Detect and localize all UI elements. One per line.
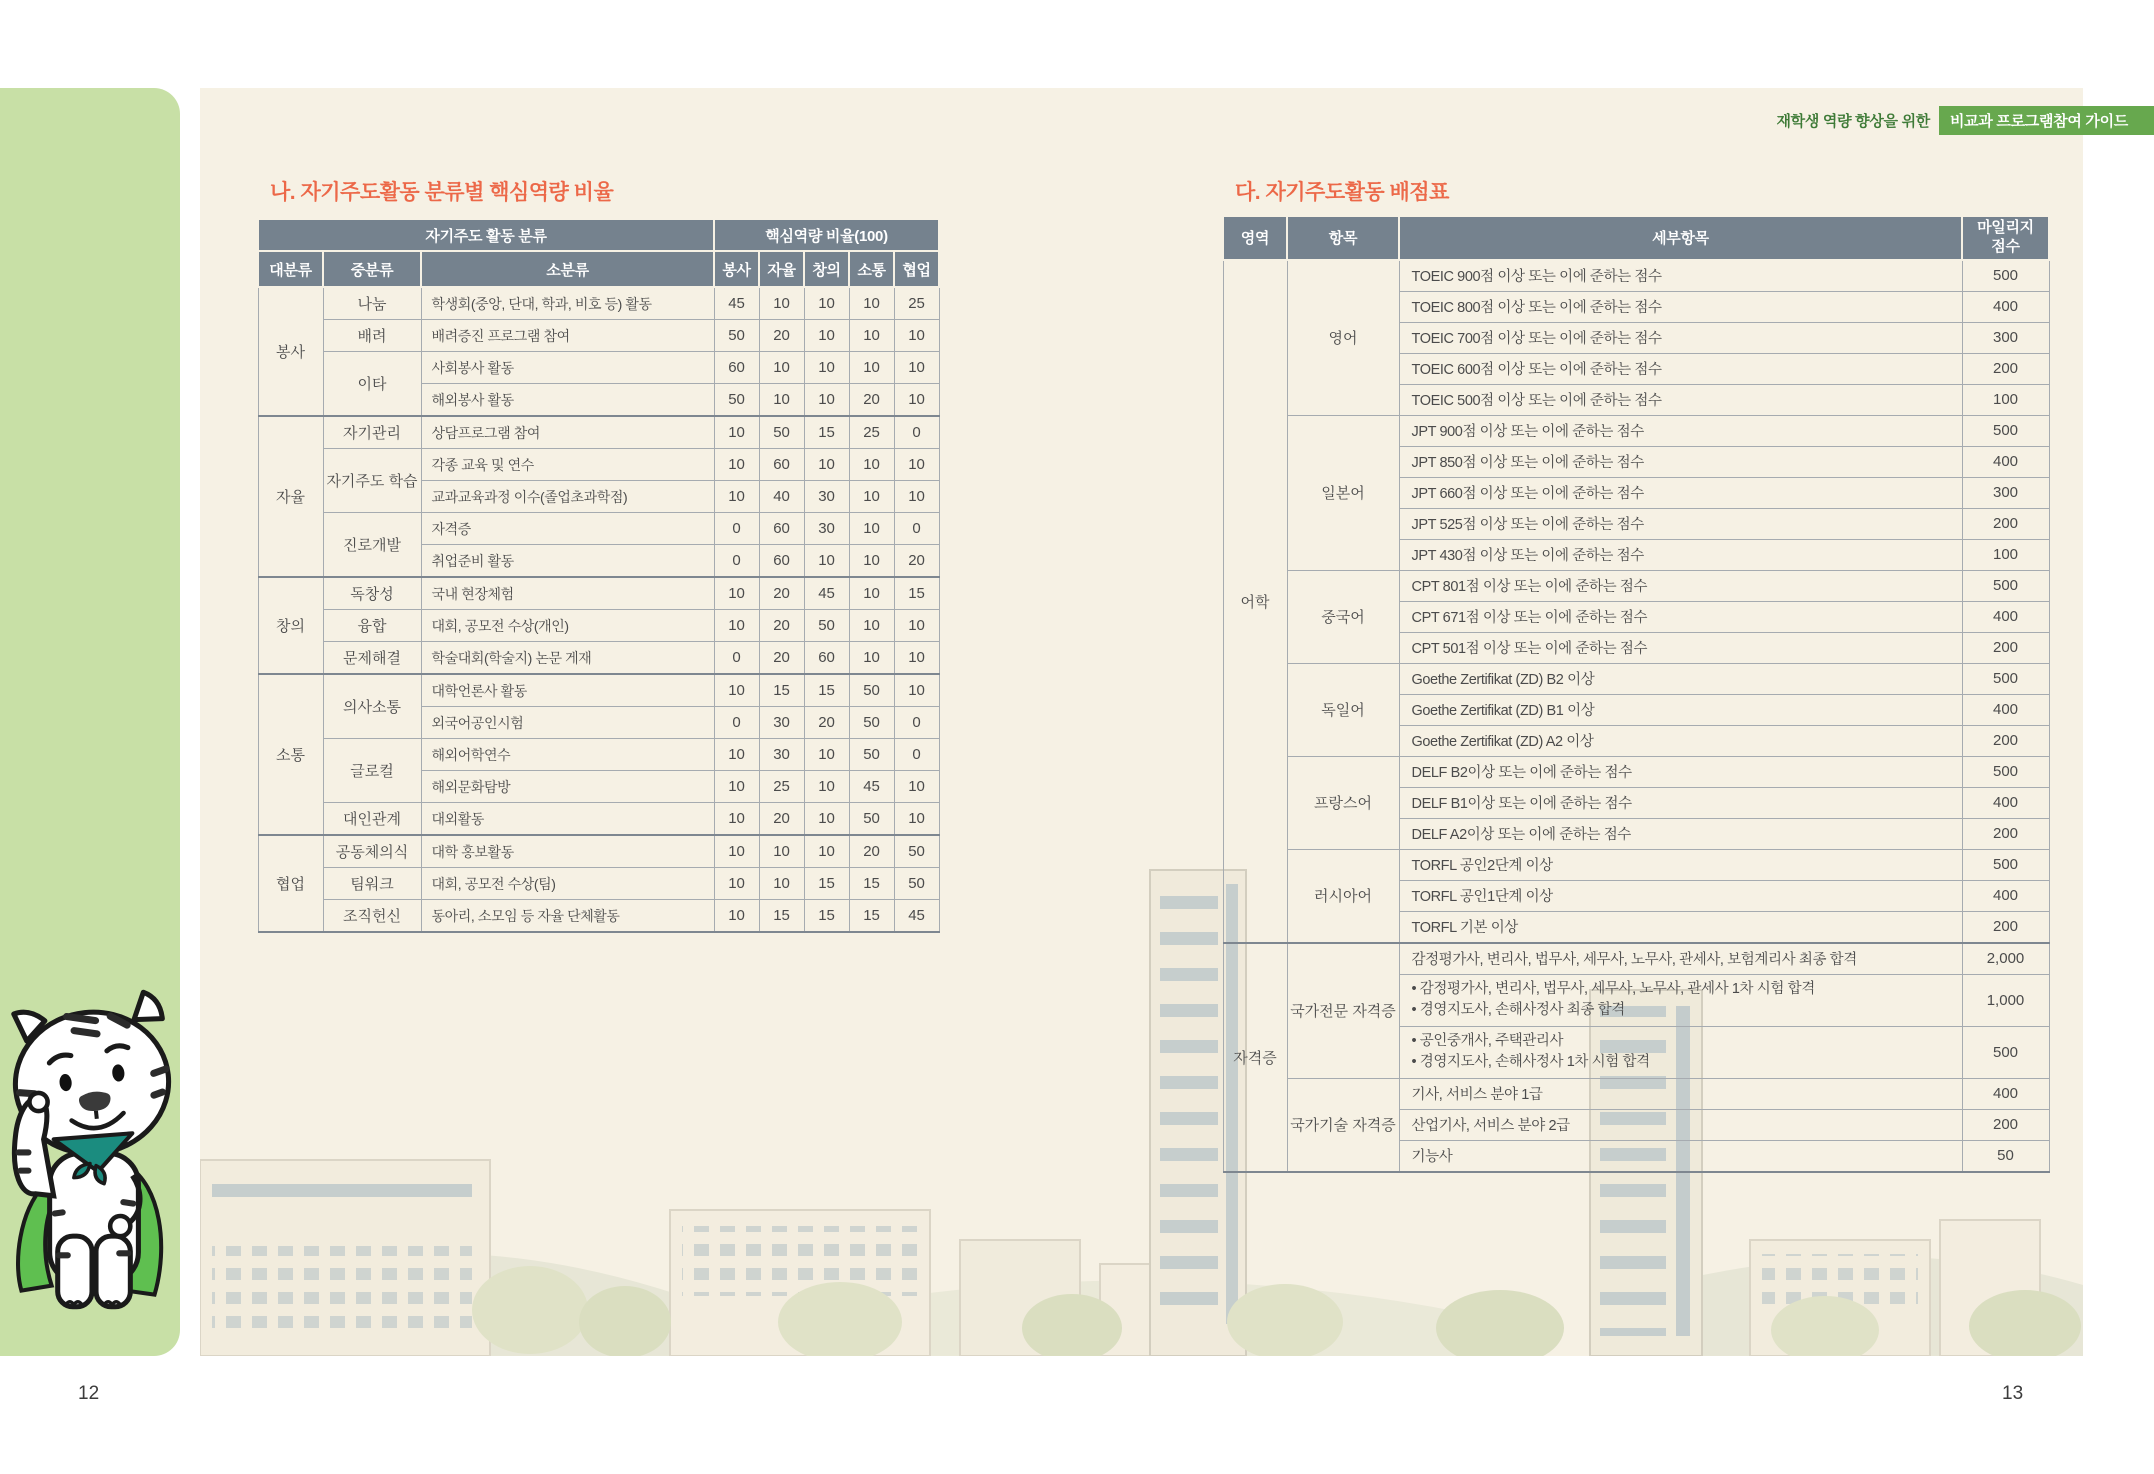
mid-cell: 자기주도 학습 (323, 449, 421, 513)
val-cell: 0 (714, 707, 759, 739)
score-cell: 1,000 (1962, 974, 2049, 1026)
val-cell: 15 (849, 868, 894, 900)
col-header: 창의 (804, 251, 849, 287)
detail-line: • 감정평가사, 변리사, 법무사, 세무사, 노무사, 관세사 1차 시험 합격 (1411, 980, 1815, 997)
val-cell: 10 (894, 674, 939, 707)
tiger-mascot-illustration (0, 986, 194, 1334)
val-cell: 45 (714, 287, 759, 320)
mid-cell: 자기관리 (323, 416, 421, 449)
table-row (258, 803, 939, 836)
mid-cell: 팀워크 (323, 868, 421, 900)
area-cell: 어학 (1223, 260, 1287, 943)
item-cell: 영어 (1287, 260, 1399, 416)
score-cell: 300 (1962, 322, 2049, 353)
val-cell: 45 (849, 771, 894, 803)
val-cell: 10 (849, 513, 894, 545)
table-row (258, 610, 939, 642)
val-cell: 10 (714, 416, 759, 449)
score-cell: 50 (1962, 1140, 2049, 1172)
val-cell: 30 (759, 707, 804, 739)
val-cell: 10 (804, 803, 849, 836)
val-cell: 10 (894, 610, 939, 642)
col-header-line: 마일리지 (1977, 219, 2034, 236)
detail-cell: JPT 525점 이상 또는 이에 준하는 점수 (1399, 508, 1962, 539)
item-cell: 일본어 (1287, 415, 1399, 570)
table-row (258, 449, 939, 481)
table-row (258, 868, 939, 900)
val-cell: 20 (849, 384, 894, 417)
col-header: 대분류 (258, 251, 323, 287)
table-row (1223, 756, 2049, 787)
val-cell: 10 (759, 835, 804, 868)
val-cell: 0 (894, 739, 939, 771)
sub-cell: 대학언론사 활동 (421, 674, 714, 707)
val-cell: 50 (849, 674, 894, 707)
col-header: 소통 (849, 251, 894, 287)
val-cell: 20 (804, 707, 849, 739)
score-cell: 200 (1962, 508, 2049, 539)
right-table-title: 다. 자기주도활동 배점표 (1235, 181, 1449, 204)
val-cell: 10 (714, 835, 759, 868)
detail-cell: 산업기사, 서비스 분야 2급 (1399, 1109, 1962, 1140)
val-cell: 0 (894, 416, 939, 449)
header-activity-class: 자기주도 활동 분류 (258, 219, 714, 251)
detail-cell: DELF B2이상 또는 이에 준하는 점수 (1399, 756, 1962, 787)
sub-cell: 해외문화탐방 (421, 771, 714, 803)
detail-cell: Goethe Zertifikat (ZD) A2 이상 (1399, 725, 1962, 756)
val-cell: 20 (894, 545, 939, 578)
table-row (1223, 415, 2049, 446)
val-cell: 40 (759, 481, 804, 513)
table-row (1223, 260, 2049, 292)
col-header: 자율 (759, 251, 804, 287)
table-row (1223, 943, 2049, 975)
item-cell: 독일어 (1287, 663, 1399, 756)
sub-cell: 각종 교육 및 연수 (421, 449, 714, 481)
detail-cell: Goethe Zertifikat (ZD) B1 이상 (1399, 694, 1962, 725)
val-cell: 10 (894, 320, 939, 352)
col-header: 봉사 (714, 251, 759, 287)
val-cell: 10 (804, 287, 849, 320)
val-cell: 10 (714, 481, 759, 513)
val-cell: 10 (804, 545, 849, 578)
val-cell: 10 (714, 868, 759, 900)
val-cell: 15 (849, 900, 894, 933)
val-cell: 10 (849, 449, 894, 481)
val-cell: 10 (849, 320, 894, 352)
sub-cell: 취업준비 활동 (421, 545, 714, 578)
val-cell: 15 (894, 577, 939, 610)
table-header-row (1223, 216, 2049, 260)
mid-cell: 융합 (323, 610, 421, 642)
val-cell: 10 (894, 449, 939, 481)
mid-cell: 글로컬 (323, 739, 421, 803)
score-cell: 400 (1962, 787, 2049, 818)
score-cell: 400 (1962, 694, 2049, 725)
detail-cell: TORFL 공인1단계 이상 (1399, 880, 1962, 911)
mid-cell: 공동체의식 (323, 835, 421, 868)
table-row (1223, 570, 2049, 601)
val-cell: 10 (714, 449, 759, 481)
val-cell: 15 (759, 674, 804, 707)
score-cell: 500 (1962, 849, 2049, 880)
val-cell: 0 (714, 513, 759, 545)
val-cell: 10 (849, 287, 894, 320)
score-cell: 2,000 (1962, 943, 2049, 975)
cat-cell: 소통 (258, 674, 323, 835)
table-row (258, 513, 939, 545)
val-cell: 10 (804, 352, 849, 384)
col-header: 세부항목 (1399, 216, 1962, 260)
val-cell: 10 (759, 352, 804, 384)
table-row (1223, 663, 2049, 694)
val-cell: 20 (759, 610, 804, 642)
val-cell: 0 (894, 513, 939, 545)
col-header (1962, 216, 2049, 260)
val-cell: 50 (804, 610, 849, 642)
mid-cell: 이타 (323, 352, 421, 417)
val-cell: 60 (714, 352, 759, 384)
page-number-right: 13 (2002, 1383, 2024, 1404)
item-cell: 러시아어 (1287, 849, 1399, 943)
cat-cell: 창의 (258, 577, 323, 674)
mid-cell: 나눔 (323, 287, 421, 320)
val-cell: 10 (894, 771, 939, 803)
sub-cell: 자격증 (421, 513, 714, 545)
mileage-score-table (1222, 215, 2050, 1173)
left-table-title: 나. 자기주도활동 분류별 핵심역량 비율 (270, 181, 614, 204)
table-row (258, 900, 939, 933)
val-cell: 10 (759, 868, 804, 900)
val-cell: 50 (714, 384, 759, 417)
cat-cell: 자율 (258, 416, 323, 577)
col-header: 항목 (1287, 216, 1399, 260)
page-header (1776, 106, 2154, 135)
mid-cell: 진로개발 (323, 513, 421, 578)
val-cell: 10 (714, 739, 759, 771)
val-cell: 50 (849, 739, 894, 771)
sub-cell: 대회, 공모전 수상(팀) (421, 868, 714, 900)
sub-cell: 상담프로그램 참여 (421, 416, 714, 449)
val-cell: 20 (849, 835, 894, 868)
sub-cell: 해외어학연수 (421, 739, 714, 771)
detail-cell: CPT 801점 이상 또는 이에 준하는 점수 (1399, 570, 1962, 601)
val-cell: 15 (804, 674, 849, 707)
detail-cell: TOEIC 500점 이상 또는 이에 준하는 점수 (1399, 384, 1962, 415)
val-cell: 10 (894, 384, 939, 417)
score-cell: 400 (1962, 1078, 2049, 1109)
val-cell: 10 (849, 352, 894, 384)
table-row (258, 320, 939, 352)
val-cell: 30 (804, 513, 849, 545)
detail-cell: 감정평가사, 변리사, 법무사, 세무사, 노무사, 관세사, 보험계리사 최종 합격 (1399, 943, 1962, 975)
val-cell: 20 (759, 803, 804, 836)
sub-cell: 대외활동 (421, 803, 714, 836)
detail-cell: CPT 501점 이상 또는 이에 준하는 점수 (1399, 632, 1962, 663)
detail-cell: JPT 430점 이상 또는 이에 준하는 점수 (1399, 539, 1962, 570)
sub-cell: 대학 홍보활동 (421, 835, 714, 868)
sub-cell: 국내 현장체험 (421, 577, 714, 610)
detail-cell: JPT 660점 이상 또는 이에 준하는 점수 (1399, 477, 1962, 508)
val-cell: 10 (804, 771, 849, 803)
val-cell: 20 (759, 320, 804, 352)
score-cell: 300 (1962, 477, 2049, 508)
cat-cell: 봉사 (258, 287, 323, 416)
mid-cell: 의사소통 (323, 674, 421, 739)
val-cell: 50 (849, 803, 894, 836)
val-cell: 10 (804, 320, 849, 352)
table-header-row (258, 219, 939, 251)
val-cell: 60 (759, 513, 804, 545)
detail-cell: Goethe Zertifikat (ZD) B2 이상 (1399, 663, 1962, 694)
sub-cell: 외국어공인시험 (421, 707, 714, 739)
col-header: 협업 (894, 251, 939, 287)
val-cell: 10 (714, 771, 759, 803)
val-cell: 60 (804, 642, 849, 675)
sub-cell: 대회, 공모전 수상(개인) (421, 610, 714, 642)
val-cell: 10 (714, 610, 759, 642)
val-cell: 10 (849, 577, 894, 610)
table-row (258, 835, 939, 868)
detail-cell: TOEIC 600점 이상 또는 이에 준하는 점수 (1399, 353, 1962, 384)
val-cell: 10 (849, 481, 894, 513)
sub-cell: 학생회(중앙, 단대, 학과, 비호 등) 활동 (421, 287, 714, 320)
score-cell: 400 (1962, 880, 2049, 911)
header-competency-ratio: 핵심역량 비율(100) (714, 219, 939, 251)
score-cell: 500 (1962, 260, 2049, 292)
detail-cell: JPT 850점 이상 또는 이에 준하는 점수 (1399, 446, 1962, 477)
score-cell: 500 (1962, 756, 2049, 787)
val-cell: 10 (894, 481, 939, 513)
detail-cell: TOEIC 800점 이상 또는 이에 준하는 점수 (1399, 291, 1962, 322)
table-header-row (258, 251, 939, 287)
score-cell: 400 (1962, 446, 2049, 477)
score-cell: 200 (1962, 632, 2049, 663)
detail-cell: 기능사 (1399, 1140, 1962, 1172)
val-cell: 10 (714, 577, 759, 610)
val-cell: 10 (714, 900, 759, 933)
detail-line: • 공인중개사, 주택관리사 (1411, 1032, 1564, 1049)
detail-cell (1399, 1026, 1962, 1078)
col-header: 중분류 (323, 251, 421, 287)
val-cell: 50 (849, 707, 894, 739)
area-cell: 자격증 (1223, 943, 1287, 1172)
val-cell: 10 (894, 352, 939, 384)
table-row (258, 739, 939, 771)
detail-line: • 경영지도사, 손해사정사 1차 시험 합격 (1411, 1054, 1650, 1070)
val-cell: 25 (894, 287, 939, 320)
sub-cell: 동아리, 소모임 등 자율 단체활동 (421, 900, 714, 933)
val-cell: 0 (894, 707, 939, 739)
val-cell: 10 (804, 739, 849, 771)
val-cell: 10 (894, 803, 939, 836)
val-cell: 10 (894, 642, 939, 675)
val-cell: 15 (804, 900, 849, 933)
table-row (258, 577, 939, 610)
table-row (258, 674, 939, 707)
val-cell: 15 (759, 900, 804, 933)
detail-cell: 기사, 서비스 분야 1급 (1399, 1078, 1962, 1109)
table-row (258, 416, 939, 449)
val-cell: 60 (759, 545, 804, 578)
page-number-left: 12 (78, 1383, 100, 1404)
detail-cell: TORFL 기본 이상 (1399, 911, 1962, 943)
val-cell: 60 (759, 449, 804, 481)
val-cell: 25 (849, 416, 894, 449)
col-header: 소분류 (421, 251, 714, 287)
val-cell: 10 (714, 674, 759, 707)
table-row (258, 352, 939, 384)
val-cell: 20 (759, 642, 804, 675)
val-cell: 50 (894, 868, 939, 900)
val-cell: 15 (804, 416, 849, 449)
score-cell: 500 (1962, 415, 2049, 446)
detail-cell: DELF B1이상 또는 이에 준하는 점수 (1399, 787, 1962, 818)
score-cell: 100 (1962, 539, 2049, 570)
table-row (1223, 1078, 2049, 1109)
mid-cell: 대인관계 (323, 803, 421, 836)
table-row (258, 287, 939, 320)
val-cell: 10 (804, 384, 849, 417)
detail-cell: JPT 900점 이상 또는 이에 준하는 점수 (1399, 415, 1962, 446)
val-cell: 45 (804, 577, 849, 610)
val-cell: 50 (759, 416, 804, 449)
score-cell: 200 (1962, 911, 2049, 943)
val-cell: 10 (849, 545, 894, 578)
item-cell: 국가기술 자격증 (1287, 1078, 1399, 1172)
col-header-line: 점수 (1991, 237, 2020, 255)
detail-line: • 경영지도사, 손해사정사 최종 합격 (1411, 1002, 1625, 1018)
detail-cell: TORFL 공인2단계 이상 (1399, 849, 1962, 880)
val-cell: 30 (759, 739, 804, 771)
detail-cell (1399, 974, 1962, 1026)
val-cell: 10 (849, 642, 894, 675)
score-cell: 200 (1962, 725, 2049, 756)
mid-cell: 문제해결 (323, 642, 421, 675)
table-row (258, 642, 939, 675)
val-cell: 25 (759, 771, 804, 803)
sub-cell: 교과교육과정 이수(졸업초과학점) (421, 481, 714, 513)
mid-cell: 조직헌신 (323, 900, 421, 933)
score-cell: 100 (1962, 384, 2049, 415)
val-cell: 10 (759, 384, 804, 417)
val-cell: 0 (714, 545, 759, 578)
detail-cell: CPT 671점 이상 또는 이에 준하는 점수 (1399, 601, 1962, 632)
item-cell: 국가전문 자격증 (1287, 943, 1399, 1079)
val-cell: 50 (714, 320, 759, 352)
score-cell: 500 (1962, 570, 2049, 601)
val-cell: 45 (894, 900, 939, 933)
mid-cell: 독창성 (323, 577, 421, 610)
val-cell: 10 (804, 449, 849, 481)
sub-cell: 배려증진 프로그램 참여 (421, 320, 714, 352)
score-cell: 200 (1962, 818, 2049, 849)
val-cell: 10 (804, 835, 849, 868)
val-cell: 10 (849, 610, 894, 642)
table-row (1223, 849, 2049, 880)
val-cell: 30 (804, 481, 849, 513)
col-header: 영역 (1223, 216, 1287, 260)
sub-cell: 사회봉사 활동 (421, 352, 714, 384)
score-cell: 400 (1962, 601, 2049, 632)
detail-cell: DELF A2이상 또는 이에 준하는 점수 (1399, 818, 1962, 849)
val-cell: 10 (714, 803, 759, 836)
detail-cell: TOEIC 900점 이상 또는 이에 준하는 점수 (1399, 260, 1962, 292)
item-cell: 중국어 (1287, 570, 1399, 663)
cat-cell: 협업 (258, 835, 323, 932)
sub-cell: 학술대회(학술지) 논문 게재 (421, 642, 714, 675)
score-cell: 500 (1962, 1026, 2049, 1078)
mid-cell: 배려 (323, 320, 421, 352)
val-cell: 50 (894, 835, 939, 868)
detail-cell: TOEIC 700점 이상 또는 이에 준하는 점수 (1399, 322, 1962, 353)
sub-cell: 해외봉사 활동 (421, 384, 714, 417)
score-cell: 200 (1962, 1109, 2049, 1140)
header-prefix-text: 재학생 역량 향상을 위한 (1776, 113, 1930, 130)
val-cell: 10 (759, 287, 804, 320)
score-cell: 500 (1962, 663, 2049, 694)
val-cell: 15 (804, 868, 849, 900)
val-cell: 20 (759, 577, 804, 610)
item-cell: 프랑스어 (1287, 756, 1399, 849)
header-badge: 비교과 프로그램참여 가이드 (1939, 106, 2154, 135)
score-cell: 200 (1962, 353, 2049, 384)
competency-ratio-table (257, 218, 940, 933)
val-cell: 0 (714, 642, 759, 675)
score-cell: 400 (1962, 291, 2049, 322)
